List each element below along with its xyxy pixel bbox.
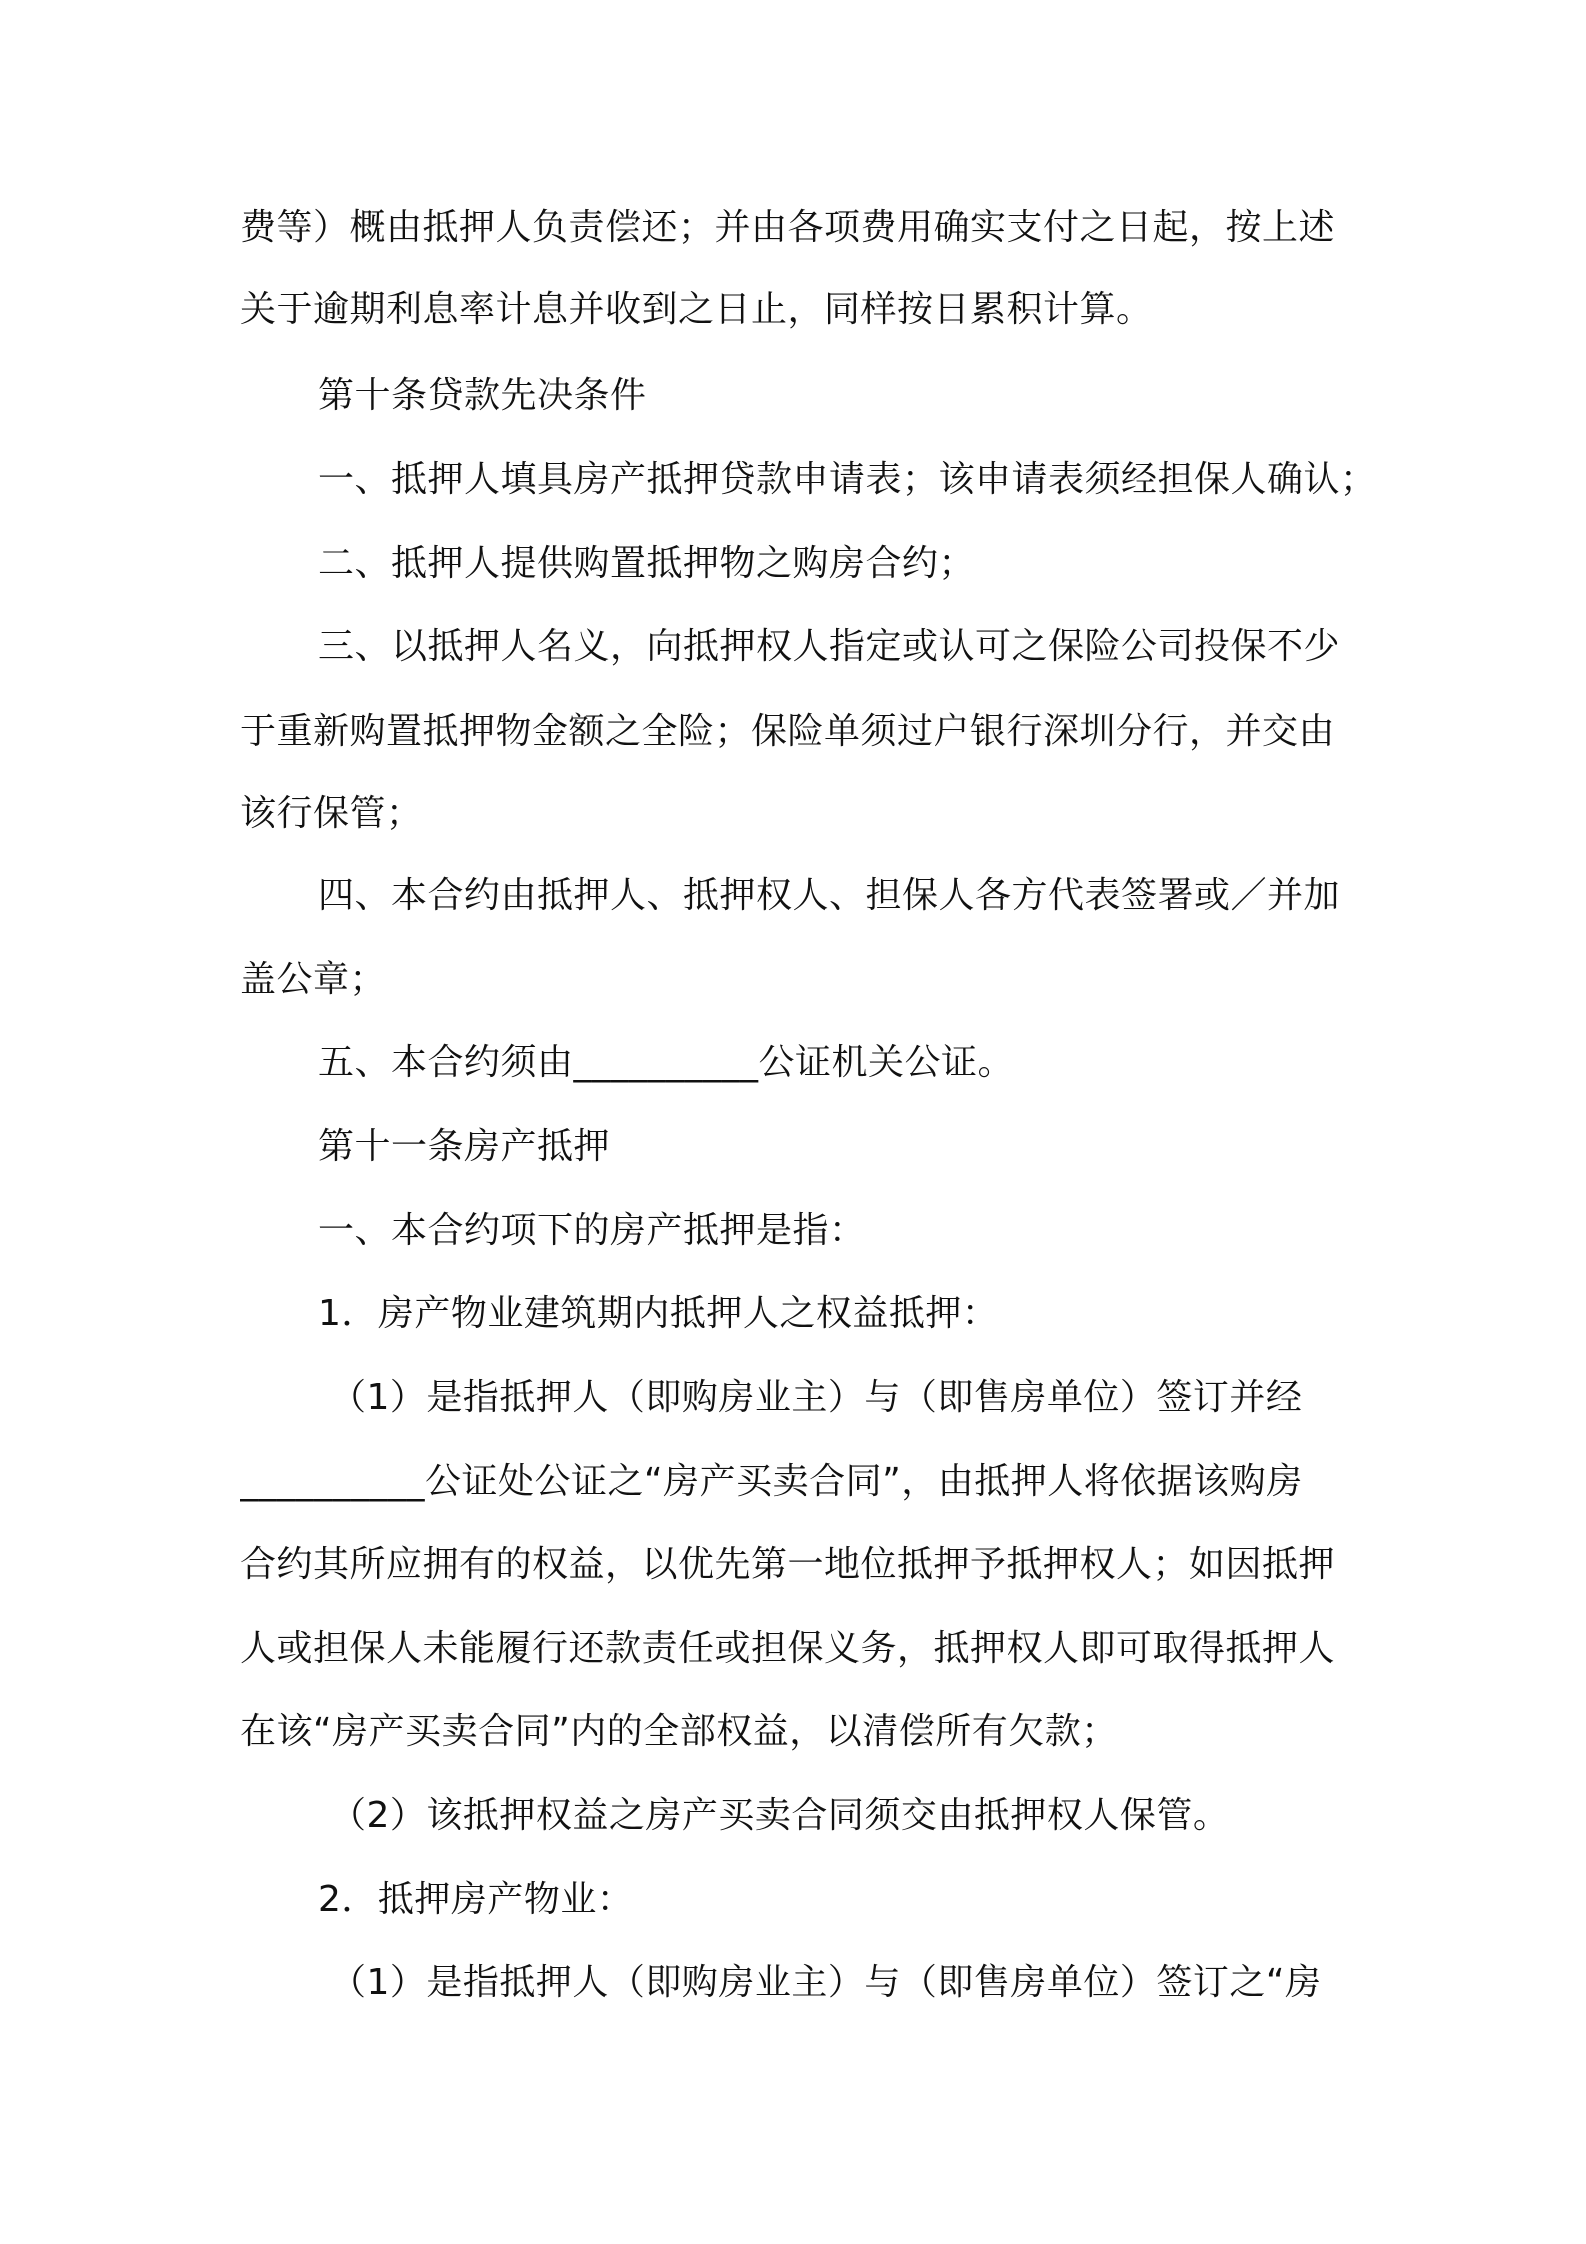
text-line: 人或担保人未能履行还款责任或担保义务，抵押权人即可取得抵押人 <box>240 1628 1336 1669</box>
text-line: 该行保管； <box>240 793 423 834</box>
text-line: 合约其所应拥有的权益，以优先第一地位抵押予抵押权人；如因抵押 <box>240 1544 1336 1585</box>
text-line: （1）是指抵押人（即购房业主）与（即售房单位）签订之“房 <box>330 1962 1322 2003</box>
text-line: 一、本合约项下的房产抵押是指： <box>318 1210 866 1251</box>
text-line: 一、抵押人填具房产抵押贷款申请表；该申请表须经担保人确认； <box>318 459 1377 500</box>
text-line: __________公证处公证之“房产买卖合同”，由抵押人将依据该购房 <box>240 1461 1303 1502</box>
text-line: 费等）概由抵押人负责偿还；并由各项费用确实支付之日起，按上述 <box>240 207 1336 248</box>
text-line: 二、抵押人提供购置抵押物之购房合约； <box>318 543 976 584</box>
text-line: （2）该抵押权益之房产买卖合同须交由抵押权人保管。 <box>330 1795 1230 1836</box>
section-heading-article-10: 第十条贷款先决条件 <box>318 375 647 416</box>
text-line: 2．抵押房产物业： <box>318 1879 634 1920</box>
text-line: （1）是指抵押人（即购房业主）与（即售房单位）签订并经 <box>330 1377 1303 1418</box>
text-line: 五、本合约须由__________公证机关公证。 <box>318 1042 1015 1083</box>
text-line: 四、本合约由抵押人、抵押权人、担保人各方代表签署或／并加 <box>318 875 1341 916</box>
text-line: 在该“房产买卖合同”内的全部权益，以清偿所有欠款； <box>240 1711 1118 1752</box>
text-line: 1．房产物业建筑期内抵押人之权益抵押： <box>318 1293 999 1334</box>
section-heading-article-11: 第十一条房产抵押 <box>318 1126 611 1167</box>
text-line: 关于逾期利息率计息并收到之日止，同样按日累积计算。 <box>240 289 1153 330</box>
text-line: 盖公章； <box>240 959 387 1000</box>
text-line: 三、以抵押人名义，向抵押权人指定或认可之保险公司投保不少 <box>318 626 1341 667</box>
text-line: 于重新购置抵押物金额之全险；保险单须过户银行深圳分行，并交由 <box>240 711 1336 752</box>
